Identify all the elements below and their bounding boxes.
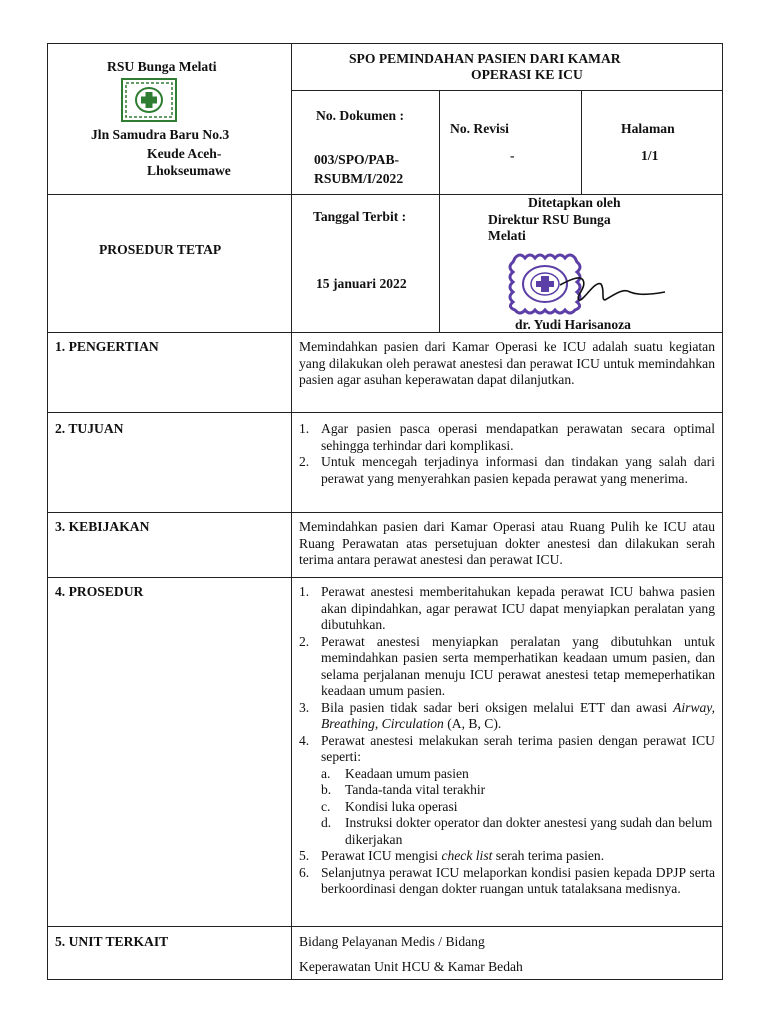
sub-list-item: c. Kondisi luka operasi [321, 798, 458, 814]
column-divider [581, 90, 582, 194]
issue-date-label: Tanggal Terbit : [313, 209, 407, 224]
column-divider [439, 90, 440, 194]
list-item-text: Perawat anestesi menyiapkan peralatan yang dibutuhkan untuk memindahkan pasien serta memperhatikan keadaan umum pasien, dan selama perjalanan menuju ICU perawat anestesi tetap memeperhatikan keadaan umum pasien. [321, 633, 715, 698]
sub-list-item-text: Keadaan umum pasien [345, 765, 469, 781]
list-item-text: Perawat ICU mengisi [321, 848, 442, 863]
approved-line-2: Direktur RSU Bunga [488, 212, 611, 227]
section-text-pengertian: Memindahkan pasien dari Kamar Operasi ke ICU adalah suatu kegiatan yang dilakukan oleh perawat anestesi dan perawat ICU untuk memindahkan pasien agar asuhan keperawatan dapat dilanjutkan. [299, 339, 715, 387]
list-item: 2. Perawat anestesi menyiapkan peralatan yang dibutuhkan untuk memindahkan pasien serta memperhatikan keadaan umum pasien, dan selama perjalanan menuju ICU perawat anestesi tetap memeperhatikan keadaan umum pasien. [299, 633, 715, 698]
doc-no-label: No. Dokumen : [316, 108, 404, 123]
section-label-kebijakan: 3. KEBIJAKAN [55, 519, 150, 534]
address-line-1: Jln Samudra Baru No.3 [91, 127, 230, 142]
revision-label: No. Revisi [450, 121, 509, 136]
section-text-kebijakan: Memindahkan pasien dari Kamar Operasi atau Ruang Pulih ke ICU atau Ruang Perawatan atas persetujuan dokter anestesi dan dilakukan serah terima antara perawat anestesi dan perawat ICU. [299, 519, 715, 567]
column-divider [439, 194, 440, 332]
sub-list-item-text: Instruksi dokter operator dan dokter anestesi yang sudah dan belum dikerjakan [345, 815, 713, 847]
approved-line-3: Melati [488, 228, 526, 243]
unit-line-2: Keperawatan Unit HCU & Kamar Bedah [299, 959, 523, 974]
list-item-text: Selanjutnya perawat ICU melaporkan kondisi pasien kepada DPJP serta berkoordinasi dengan dokter ruangan untuk tatalaksana medisnya. [321, 864, 715, 896]
list-number: 2. [299, 454, 310, 469]
address-line-3: Lhokseumawe [147, 163, 231, 178]
list-item: 3. Bila pasien tidak sadar beri oksigen melalui ETT dan awasi Airway, Breathing, Circulation (A, B, C). [299, 699, 715, 731]
document-title-line-2: OPERASI KE ICU [471, 67, 583, 82]
prosedur-list [299, 584, 715, 898]
hospital-logo-icon [121, 78, 177, 122]
page-label: Halaman [621, 121, 675, 136]
page-value: 1/1 [641, 148, 659, 163]
list-item-text: Perawat anestesi melakukan serah terima pasien dengan perawat ICU seperti: [321, 732, 715, 764]
list-item: 1. Perawat anestesi memberitahukan kepada perawat ICU bahwa pasien akan dipindahkan, agar perawat ICU dapat menyiapkan peralatan yang dibutuhkan. [299, 584, 715, 632]
section-label-prosedur: 4. PROSEDUR [55, 584, 144, 599]
list-item: 4. Perawat anestesi melakukan serah terima pasien dengan perawat ICU seperti: [299, 732, 715, 764]
sub-list-item-text: Kondisi luka operasi [345, 798, 458, 814]
section-label-pengertian: 1. PENGERTIAN [55, 339, 159, 354]
tujuan-list [299, 421, 715, 487]
list-number: 1. [299, 421, 310, 436]
list-item-text: (A, B, C). [443, 716, 502, 731]
row-divider [47, 412, 723, 413]
document-title-line-1: SPO PEMINDAHAN PASIEN DARI KAMAR [349, 51, 621, 66]
row-divider [47, 194, 723, 195]
unit-line-1: Bidang Pelayanan Medis / Bidang [299, 934, 485, 949]
revision-value: - [510, 148, 515, 163]
list-item-text: Perawat anestesi memberitahukan kepada perawat ICU bahwa pasien akan dipindahkan, agar perawat ICU dapat menyiapkan peralatan yang dibutuhkan. [321, 584, 715, 632]
doc-no-value-line-1: 003/SPO/PAB- [314, 152, 400, 167]
list-item: 5. Perawat ICU mengisi check list serah terima pasien. [299, 848, 605, 863]
hospital-name: RSU Bunga Melati [107, 59, 217, 74]
list-item [299, 454, 715, 487]
list-item-text: Agar pasien pasca operasi mendapatkan perawatan secara optimal sehingga terhindar dari komplikasi. [321, 421, 715, 453]
row-divider [47, 577, 723, 578]
sub-list-item: d. Instruksi dokter operator dan dokter anestesi yang sudah dan belum dikerjakan [321, 815, 713, 847]
approved-line-1: Ditetapkan oleh [528, 195, 621, 210]
list-item-italic: check list [441, 848, 493, 863]
section-label-tujuan: 2. TUJUAN [55, 421, 124, 436]
sub-list-item-text: Tanda-tanda vital terakhir [345, 782, 486, 797]
list-item-text: Bila pasien tidak sadar beri oksigen melalui ETT dan awasi [321, 699, 674, 715]
address-line-2: Keude Aceh- [147, 146, 222, 161]
row-divider [291, 90, 723, 91]
procedure-label: PROSEDUR TETAP [99, 242, 222, 257]
list-item-text: serah terima pasien. [492, 848, 605, 863]
list-item-italic: Airway, Breathing, Circulation [321, 699, 715, 731]
signatory-name: dr. Yudi Harisanoza [515, 317, 631, 332]
section-label-unit: 5. UNIT TERKAIT [55, 934, 169, 949]
official-stamp-icon [505, 250, 675, 320]
doc-no-value-line-2: RSUBM/I/2022 [314, 171, 404, 186]
sub-list-item: a. Keadaan umum pasien [321, 765, 469, 781]
list-item: 6. Selanjutnya perawat ICU melaporkan kondisi pasien kepada DPJP serta berkoordinasi dengan dokter ruangan untuk tatalaksana medisnya. [299, 864, 715, 896]
row-divider [47, 512, 723, 513]
row-divider [47, 926, 723, 927]
list-item-text: Untuk mencegah terjadinya informasi dan tindakan yang salah dari perawat yang menyerahkan pasien kepada perawat yang menerima. [321, 454, 715, 486]
sub-list-item: b. Tanda-tanda vital terakhir [321, 782, 486, 797]
list-item [299, 421, 715, 454]
issue-date-value: 15 januari 2022 [316, 276, 407, 291]
